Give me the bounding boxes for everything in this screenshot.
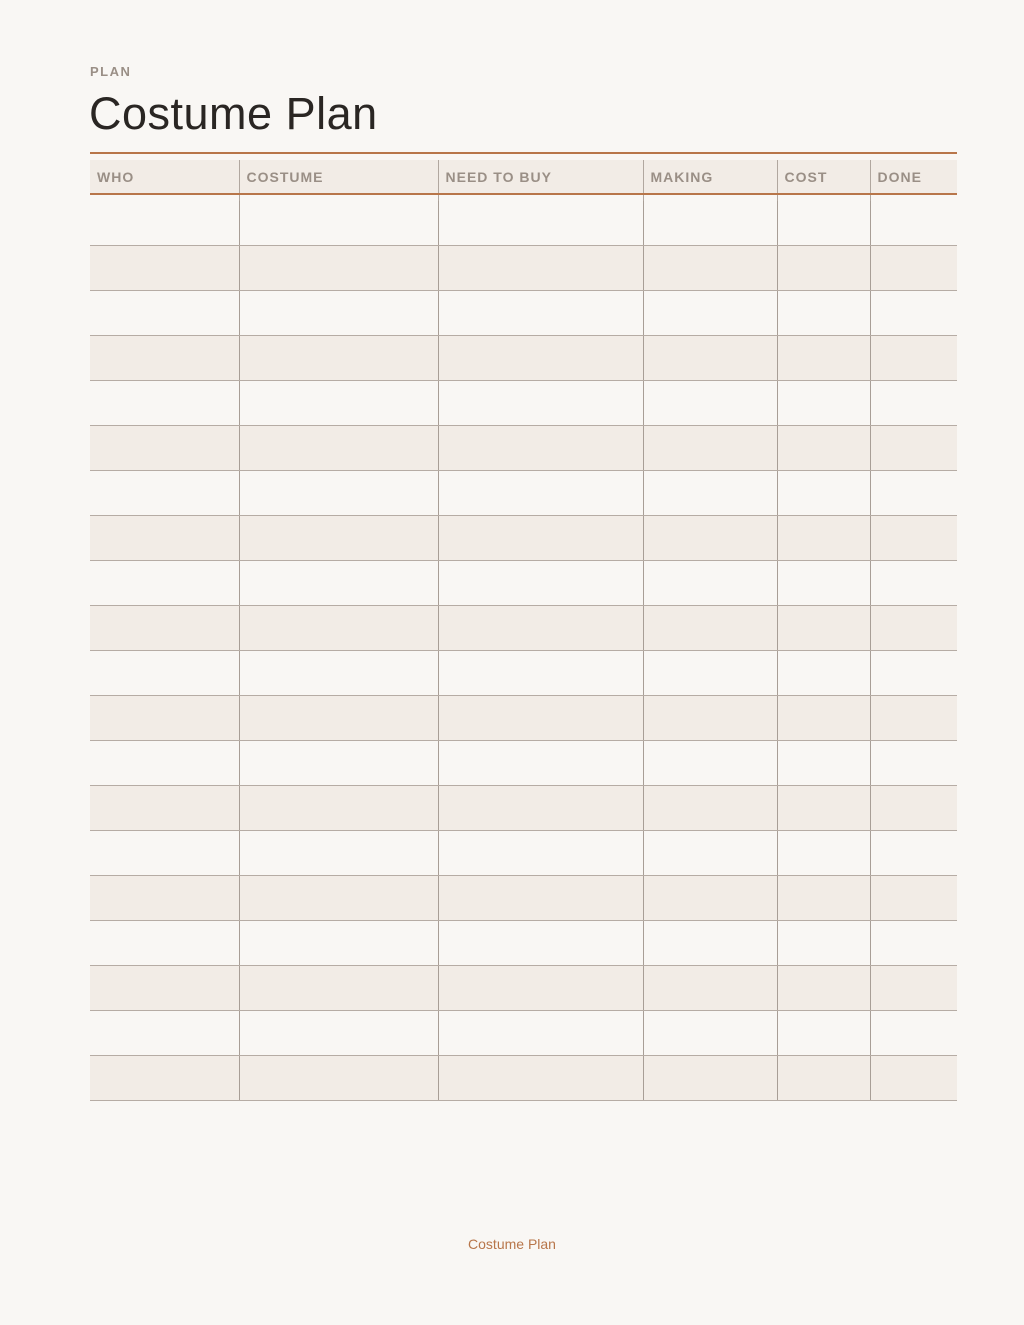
cell-costume[interactable]	[239, 246, 438, 291]
cell-making[interactable]	[643, 1011, 777, 1056]
cell-need-to-buy[interactable]	[438, 336, 643, 381]
cell-done[interactable]	[870, 516, 957, 561]
cell-cost[interactable]	[777, 336, 870, 381]
cell-making[interactable]	[643, 381, 777, 426]
cell-cost[interactable]	[777, 246, 870, 291]
table-row	[90, 876, 957, 921]
column-header-done: DONE	[870, 160, 957, 194]
cell-making[interactable]	[643, 516, 777, 561]
cell-cost[interactable]	[777, 831, 870, 876]
table-row	[90, 336, 957, 381]
cell-making[interactable]	[643, 471, 777, 516]
cell-done[interactable]	[870, 606, 957, 651]
cell-costume[interactable]	[239, 516, 438, 561]
cell-who[interactable]	[90, 201, 239, 246]
cell-costume[interactable]	[239, 786, 438, 831]
cell-cost[interactable]	[777, 201, 870, 246]
cell-done[interactable]	[870, 966, 957, 1011]
cell-making[interactable]	[643, 651, 777, 696]
cell-cost[interactable]	[777, 426, 870, 471]
table-row	[90, 741, 957, 786]
cell-need-to-buy[interactable]	[438, 651, 643, 696]
cell-making[interactable]	[643, 336, 777, 381]
cell-who[interactable]	[90, 831, 239, 876]
table-row	[90, 831, 957, 876]
cell-costume[interactable]	[239, 651, 438, 696]
costume-plan-table	[90, 160, 957, 1101]
table-row	[90, 921, 957, 966]
cell-making[interactable]	[643, 291, 777, 336]
cell-costume[interactable]	[239, 336, 438, 381]
spacer-cell	[239, 194, 438, 201]
cell-costume[interactable]	[239, 921, 438, 966]
cell-making[interactable]	[643, 831, 777, 876]
table-row	[90, 651, 957, 696]
cell-making[interactable]	[643, 246, 777, 291]
cell-who[interactable]	[90, 786, 239, 831]
cell-costume[interactable]	[239, 831, 438, 876]
cell-cost[interactable]	[777, 291, 870, 336]
cell-who[interactable]	[90, 741, 239, 786]
cell-done[interactable]	[870, 201, 957, 246]
cell-costume[interactable]	[239, 606, 438, 651]
cell-done[interactable]	[870, 651, 957, 696]
cell-who[interactable]	[90, 876, 239, 921]
cell-cost[interactable]	[777, 516, 870, 561]
cell-cost[interactable]	[777, 1056, 870, 1101]
cell-need-to-buy[interactable]	[438, 516, 643, 561]
cell-who[interactable]	[90, 426, 239, 471]
cell-making[interactable]	[643, 966, 777, 1011]
cell-who[interactable]	[90, 336, 239, 381]
cell-who[interactable]	[90, 381, 239, 426]
cell-need-to-buy[interactable]	[438, 291, 643, 336]
cell-costume[interactable]	[239, 201, 438, 246]
table-row	[90, 426, 957, 471]
cell-need-to-buy[interactable]	[438, 921, 643, 966]
cell-done[interactable]	[870, 696, 957, 741]
table-row	[90, 471, 957, 516]
cell-done[interactable]	[870, 876, 957, 921]
table-row	[90, 1011, 957, 1056]
cell-cost[interactable]	[777, 741, 870, 786]
cell-done[interactable]	[870, 921, 957, 966]
cell-need-to-buy[interactable]	[438, 606, 643, 651]
cell-need-to-buy[interactable]	[438, 201, 643, 246]
table-row	[90, 1056, 957, 1101]
cell-done[interactable]	[870, 831, 957, 876]
cell-done[interactable]	[870, 426, 957, 471]
cell-costume[interactable]	[239, 381, 438, 426]
cell-costume[interactable]	[239, 966, 438, 1011]
cell-done[interactable]	[870, 786, 957, 831]
cell-who[interactable]	[90, 966, 239, 1011]
cell-need-to-buy[interactable]	[438, 426, 643, 471]
cell-making[interactable]	[643, 741, 777, 786]
cell-making[interactable]	[643, 1056, 777, 1101]
cell-making[interactable]	[643, 606, 777, 651]
spacer-cell	[438, 194, 643, 201]
cell-done[interactable]	[870, 291, 957, 336]
cell-done[interactable]	[870, 336, 957, 381]
cell-done[interactable]	[870, 381, 957, 426]
cell-cost[interactable]	[777, 696, 870, 741]
cell-cost[interactable]	[777, 921, 870, 966]
column-header-who: WHO	[90, 160, 239, 194]
cell-making[interactable]	[643, 786, 777, 831]
cell-costume[interactable]	[239, 1056, 438, 1101]
cell-making[interactable]	[643, 876, 777, 921]
cell-done[interactable]	[870, 741, 957, 786]
cell-need-to-buy[interactable]	[438, 381, 643, 426]
spacer-cell	[90, 194, 239, 201]
cell-making[interactable]	[643, 696, 777, 741]
column-header-making: MAKING	[643, 160, 777, 194]
cell-costume[interactable]	[239, 291, 438, 336]
cell-who[interactable]	[90, 561, 239, 606]
cell-who[interactable]	[90, 651, 239, 696]
cell-need-to-buy[interactable]	[438, 1011, 643, 1056]
table-row	[90, 966, 957, 1011]
cell-making[interactable]	[643, 921, 777, 966]
cell-making[interactable]	[643, 561, 777, 606]
cell-cost[interactable]	[777, 1011, 870, 1056]
cell-who[interactable]	[90, 696, 239, 741]
cell-done[interactable]	[870, 471, 957, 516]
cell-costume[interactable]	[239, 876, 438, 921]
cell-who[interactable]	[90, 471, 239, 516]
table-row	[90, 291, 957, 336]
cell-costume[interactable]	[239, 741, 438, 786]
cell-who[interactable]	[90, 1056, 239, 1101]
spacer-cell	[777, 194, 870, 201]
cell-costume[interactable]	[239, 696, 438, 741]
cell-who[interactable]	[90, 1011, 239, 1056]
cell-cost[interactable]	[777, 381, 870, 426]
cell-who[interactable]	[90, 291, 239, 336]
cell-need-to-buy[interactable]	[438, 741, 643, 786]
table-row	[90, 786, 957, 831]
cell-who[interactable]	[90, 921, 239, 966]
column-header-need-to-buy: NEED TO BUY	[438, 160, 643, 194]
cell-need-to-buy[interactable]	[438, 876, 643, 921]
cell-cost[interactable]	[777, 471, 870, 516]
spacer-cell	[870, 194, 957, 201]
cell-making[interactable]	[643, 426, 777, 471]
table-row	[90, 561, 957, 606]
section-eyebrow: PLAN	[90, 64, 132, 79]
cell-need-to-buy[interactable]	[438, 246, 643, 291]
cell-need-to-buy[interactable]	[438, 471, 643, 516]
cell-done[interactable]	[870, 1056, 957, 1101]
cell-who[interactable]	[90, 516, 239, 561]
page-title: Costume Plan	[89, 88, 378, 139]
cell-costume[interactable]	[239, 561, 438, 606]
cell-need-to-buy[interactable]	[438, 966, 643, 1011]
header-spacer-row	[90, 194, 957, 201]
cell-who[interactable]	[90, 246, 239, 291]
cell-cost[interactable]	[777, 561, 870, 606]
cell-need-to-buy[interactable]	[438, 786, 643, 831]
header-divider	[90, 152, 957, 154]
cell-need-to-buy[interactable]	[438, 1056, 643, 1101]
table-body	[90, 201, 957, 1101]
cell-need-to-buy[interactable]	[438, 561, 643, 606]
table-row	[90, 516, 957, 561]
table-row	[90, 606, 957, 651]
page-footer: Costume Plan	[468, 1236, 556, 1252]
cell-making[interactable]	[643, 201, 777, 246]
cell-cost[interactable]	[777, 966, 870, 1011]
table-header-row	[90, 160, 957, 194]
cell-done[interactable]	[870, 246, 957, 291]
table-row	[90, 696, 957, 741]
cell-cost[interactable]	[777, 651, 870, 696]
cell-need-to-buy[interactable]	[438, 696, 643, 741]
cell-who[interactable]	[90, 606, 239, 651]
cell-need-to-buy[interactable]	[438, 831, 643, 876]
cell-cost[interactable]	[777, 876, 870, 921]
table-row	[90, 201, 957, 246]
cell-done[interactable]	[870, 1011, 957, 1056]
table-row	[90, 381, 957, 426]
cell-costume[interactable]	[239, 471, 438, 516]
column-header-costume: COSTUME	[239, 160, 438, 194]
cell-cost[interactable]	[777, 786, 870, 831]
cell-costume[interactable]	[239, 1011, 438, 1056]
spacer-cell	[643, 194, 777, 201]
table-row	[90, 246, 957, 291]
cell-done[interactable]	[870, 561, 957, 606]
cell-cost[interactable]	[777, 606, 870, 651]
column-header-cost: COST	[777, 160, 870, 194]
cell-costume[interactable]	[239, 426, 438, 471]
